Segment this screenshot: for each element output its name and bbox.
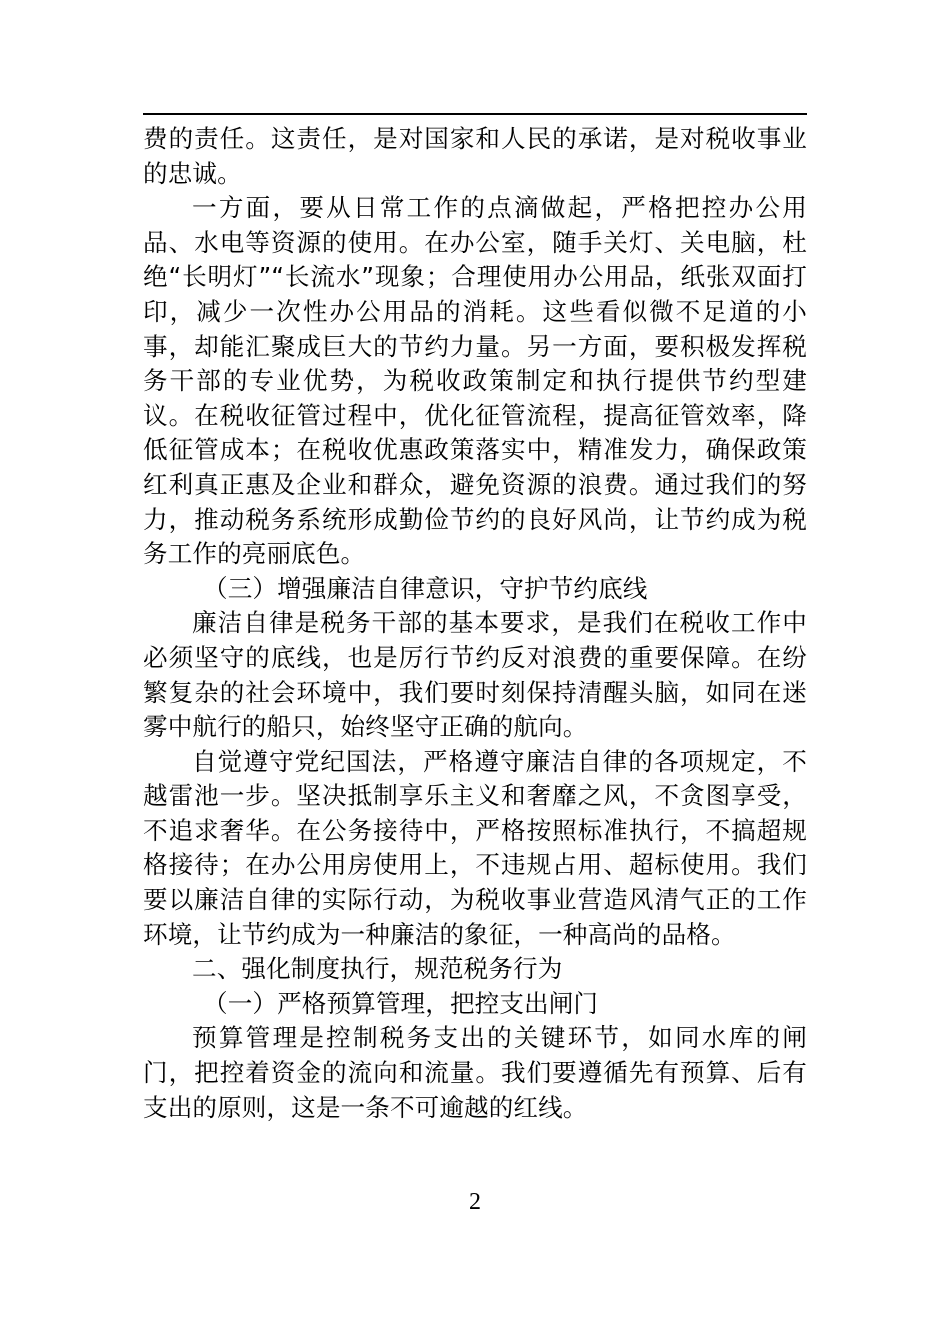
paragraph-one-side: 一方面，要从日常工作的点滴做起，严格把控办公用品、水电等资源的使用。在办公室，随手关灯、关电脑，杜绝“长明灯”“长流水”现象；合理使用办公用品，纸张双面打印，减少一次性办公用品的消耗。这些看似微不足道的小事，却能汇聚成巨大的节约力量。另一方面，要积极发挥税务干部的专业优势，为税收政策制定和执行提供节约型建议。在税收征管过程中，优化征管流程，提高征管效率，降低征管成本；在税收优惠政策落实中，精准发力，确保政策红利真正惠及企业和群众，避免资源的浪费。通过我们的努力，推动税务系统形成勤俭节约的良好风尚，让节约成为税务工作的亮丽底色。 (143, 193, 807, 569)
subheading-one: （一）严格预算管理，把控支出闸门 (203, 988, 599, 1018)
section-heading-two: 二、强化制度执行，规范税务行为 (192, 954, 563, 984)
paragraph-integrity: 廉洁自律是税务干部的基本要求，是我们在税收工作中必须坚守的底线，也是厉行节约反对浪费的重要保障。在纷繁复杂的社会环境中，我们要时刻保持清醒头脑，如同在迷雾中航行的船只，始终坚守正确的航向。 (143, 608, 807, 742)
paragraph-continued: 费的责任。这责任，是对国家和人民的承诺，是对税收事业的忠诚。 (143, 124, 807, 188)
paragraph-budget: 预算管理是控制税务支出的关键环节，如同水库的闸门，把控着资金的流向和流量。我们要遵循先有预算、后有支出的原则，这是一条不可逾越的红线。 (143, 1023, 807, 1122)
paragraph-law: 自觉遵守党纪国法，严格遵守廉洁自律的各项规定，不越雷池一步。坚决抵制享乐主义和奢靡之风，不贪图享受，不追求奢华。在公务接待中，严格按照标准执行，不搞超规格接待；在办公用房使用上，不违规占用、超标使用。我们要以廉洁自律的实际行动，为税收事业营造风清气正的工作环境，让节约成为一种廉洁的象征，一种高尚的品格。 (143, 746, 807, 949)
header-rule (143, 113, 807, 115)
document-body (143, 122, 807, 1125)
page-number: 2 (469, 1189, 481, 1215)
subheading-three: （三）增强廉洁自律意识，守护节约底线 (203, 573, 648, 603)
